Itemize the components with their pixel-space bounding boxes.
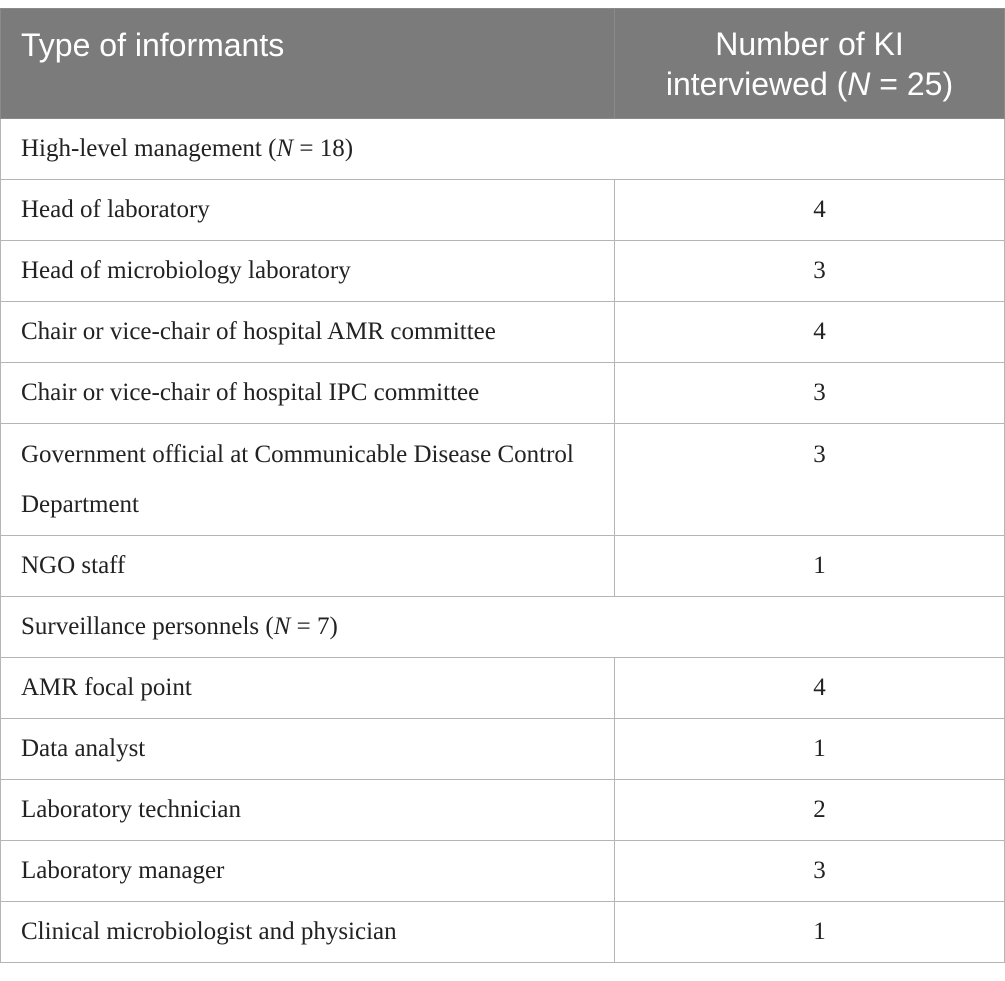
table-row	[1, 363, 1005, 424]
informant-count: 2	[615, 780, 1005, 841]
informant-count: 1	[615, 902, 1005, 963]
group-label-post: = 18)	[293, 135, 354, 162]
table-body	[1, 119, 1005, 963]
table-header	[1, 9, 1005, 119]
group-label-pre: Surveillance personnels (	[21, 613, 274, 640]
group-label	[1, 119, 1005, 180]
header-col2-line1: Number of KI	[715, 25, 904, 62]
group-label-pre: High-level management (	[21, 135, 277, 162]
table-row	[1, 658, 1005, 719]
informant-type: Laboratory technician	[1, 780, 615, 841]
informant-count: 3	[615, 841, 1005, 902]
informant-type: Head of laboratory	[1, 180, 615, 241]
header-col1-text: Type of informants	[21, 27, 285, 63]
informant-count: 4	[615, 658, 1005, 719]
informant-type: Laboratory manager	[1, 841, 615, 902]
informant-type: Government official at Communicable Disease Control Department	[1, 424, 615, 536]
table-row	[1, 424, 1005, 536]
informant-count: 4	[615, 180, 1005, 241]
table-row	[1, 536, 1005, 597]
header-col2-line2	[615, 64, 1004, 104]
header-col2-pre: interviewed (	[665, 65, 848, 102]
informant-type: NGO staff	[1, 536, 615, 597]
header-row	[1, 9, 1005, 119]
informant-count: 4	[615, 302, 1005, 363]
header-col2-n: N	[847, 65, 871, 102]
group-label-n: N	[273, 613, 291, 640]
informant-count: 3	[615, 363, 1005, 424]
group-row-high-level-management	[1, 119, 1005, 180]
table-row	[1, 719, 1005, 780]
header-col2-post: = 25)	[870, 65, 954, 102]
table-row	[1, 302, 1005, 363]
informant-type: Chair or vice-chair of hospital AMR committee	[1, 302, 615, 363]
group-label	[1, 597, 1005, 658]
header-type-of-informants	[1, 9, 615, 119]
informant-count: 3	[615, 424, 1005, 536]
informants-table	[0, 8, 1005, 963]
informant-count: 1	[615, 719, 1005, 780]
table-row	[1, 241, 1005, 302]
table-row	[1, 841, 1005, 902]
informant-type: Data analyst	[1, 719, 615, 780]
header-number-interviewed	[615, 9, 1005, 119]
table-row	[1, 180, 1005, 241]
group-row-surveillance-personnels	[1, 597, 1005, 658]
informant-type: AMR focal point	[1, 658, 615, 719]
group-label-post: = 7)	[290, 613, 338, 640]
table-row	[1, 902, 1005, 963]
informant-type: Head of microbiology laboratory	[1, 241, 615, 302]
informant-type: Chair or vice-chair of hospital IPC committee	[1, 363, 615, 424]
informant-type: Clinical microbiologist and physician	[1, 902, 615, 963]
informant-count: 3	[615, 241, 1005, 302]
group-label-n: N	[276, 135, 294, 162]
informant-count: 1	[615, 536, 1005, 597]
table-row	[1, 780, 1005, 841]
